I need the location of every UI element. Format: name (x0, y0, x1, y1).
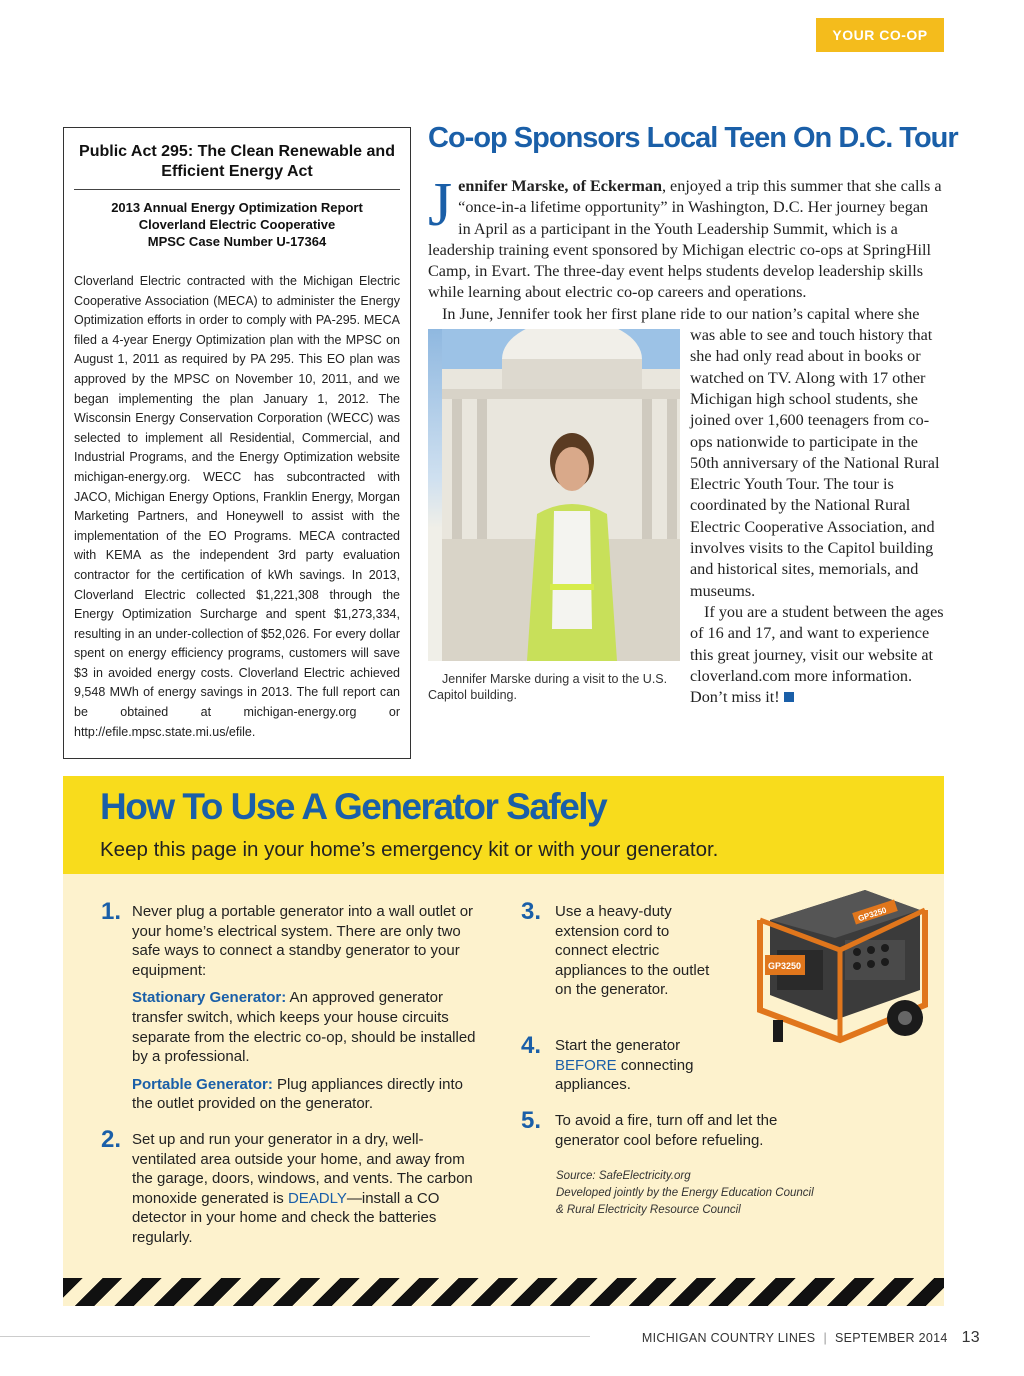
deadly-word: DEADLY (287, 1189, 347, 1207)
source-line-2: Developed jointly by the Energy Education Council (556, 1187, 814, 1199)
step-5: To avoid a fire, turn off and let the generator cool before refueling. (555, 1112, 778, 1149)
footer-separator: | (823, 1331, 827, 1345)
step-2 (132, 1130, 480, 1248)
article-body (428, 171, 944, 715)
generator-banner (63, 776, 944, 874)
source-note (556, 1168, 814, 1219)
article-p2-text: In June, Jennifer took her first plane ride to our nation’s capital where she was able to see and touch history (442, 304, 920, 345)
article-p3-text: If you are a student between the ages of 16 and 17, and want to experience this great journey, visit our website at cloverland.com more information. Don’t miss it! (690, 602, 944, 707)
generator-subtitle: Keep this page in your home’s emergency kit or with your generator. (100, 838, 719, 861)
portable-text: Plug appliances directly into the outlet provided on the generator. (132, 1075, 463, 1113)
step-2-number: 2. (101, 1126, 122, 1153)
portable-label: Portable Generator: (132, 1075, 273, 1093)
stationary-text: An approved generator transfer switch, which keeps your house circuits separate from the electric co-op, should be installed by a professional. (132, 989, 476, 1066)
sidebar-subtitle-report: 2013 Annual Energy Optimization Report (111, 200, 363, 215)
sidebar-subtitle-coop: Cloverland Electric Cooperative (138, 217, 336, 232)
generator-top-label: GP3250 (856, 905, 888, 924)
step-4-number: 4. (521, 1032, 542, 1059)
footer-date: SEPTEMBER 2014 (835, 1331, 948, 1345)
before-word: BEFORE (555, 1056, 617, 1074)
step-3: Use a heavy-duty extension cord to connect electric appliances to the outlet on the generator. (555, 903, 710, 999)
article-p2-wrap-text: that she had only read about in books or watched on TV. Along with 17 other Michigan high school students, she joined over 1,600 teenagers from co-ops nationwide to participate in the 50th anniversary of the National Rural Electric Youth Tour. The tour is coordinated by the National Rural Electric Cooperative Association, and involves visits to the Capitol building and historical sites, memorials, and museums. (690, 326, 940, 600)
section-tag: YOUR CO-OP (816, 18, 944, 52)
photo-caption: Jennifer Marske during a visit to the U.S. Capitol building. (428, 672, 668, 703)
footer-rule (0, 1336, 590, 1337)
generator-title: How To Use A Generator Safely (100, 786, 607, 827)
hazard-stripes (63, 1273, 944, 1306)
page-footer (642, 1329, 980, 1347)
article-p1-text: , enjoyed a trip this summer that she calls a “once-in-a lifetime opportunity” in Washington, D.C. Her journey began in April as a participant in the Youth Leadership Summit, which is a leadership training event sponsored by Michigan electric co-ops at SpringHill Camp, in Evart. The three-day event helps students develop leadership skills while learning about electric co-op careers and operations. (428, 177, 942, 302)
step-4-text-a: Start the generator (555, 1037, 681, 1054)
article-headline: Co-op Sponsors Local Teen On D.C. Tour (428, 122, 958, 154)
generator-illustration (745, 880, 930, 1058)
capitol-photo (428, 329, 680, 661)
step-2-text-a: Set up and run your generator in a dry, well-ventilated area outside your home, and away from the garage, doors, windows, and vents. The carbon monoxide generated is (132, 1131, 473, 1207)
drop-cap: J (428, 171, 453, 239)
capitol-photo-illustration (442, 329, 680, 661)
step-4 (555, 1036, 735, 1095)
step-4-text-b: connecting appliances. (555, 1056, 694, 1094)
step-1-text: Never plug a portable generator into a wall outlet or your home’s electrical system. There are only two safe ways to connect a standby generator to your equipment: (132, 903, 474, 979)
stationary-generator-note (132, 988, 484, 1066)
step-1-number: 1. (101, 898, 122, 925)
step-5-number: 5. (521, 1107, 542, 1134)
sidebar-subtitle-case: MPSC Case Number U-17364 (147, 234, 327, 249)
footer-magazine: MICHIGAN COUNTRY LINES (641, 1331, 816, 1345)
page-number: 13 (961, 1329, 980, 1346)
sidebar-body: Cloverland Electric contracted with the Michigan Electric Cooperative Association (MECA) to administer the Energy Optimization efforts in order to comply with PA-295. MECA filed a 4-year Energy Optimization plan with the MPSC on August 1, 2011 as required by PA 295. This EO plan was approved by the MPSC on November 10, 2011, and we began implementing the plan January 1, 2012. The Wisconsin Energy Conservation Corporation (WECC) was selected to implement all Residential, Commercial, and Industrial Programs, and the Energy Optimization website michigan-energy.org. WECC has subcontracted with JACO, Michigan Energy Options, Franklin Energy, Morgan Marketing Partners, and Honeywell to assist with the implementation of the EO Programs. MECA contracted with KEMA as the independent 3rd party evaluation contractor for the certification of kWh savings. In 2013, Cloverland Electric collected $1,221,308 through the Energy Optimization Surcharge and spent $1,273,334, resulting in an under-collection of $52,026. For every dollar spent on energy efficiency programs, customers will save $3 in avoided energy costs. Cloverland Electric achieved 9,548 MWh of energy savings in 2013. The full report can be obtained at michigan-energy.org or http://efile.mpsc.state.mi.us/efile. (74, 274, 400, 739)
sidebar-divider (74, 189, 400, 190)
step-2-text-b: —install a CO detector in your home and check the batteries regularly. (132, 1189, 440, 1246)
article-paragraph-1 (428, 171, 944, 304)
step-1 (132, 902, 484, 1114)
stationary-label: Stationary Generator: (132, 989, 287, 1007)
end-mark-icon (784, 692, 794, 702)
step-3-number: 3. (521, 898, 542, 925)
portable-generator-note (132, 1075, 484, 1114)
article-lead: ennifer Marske, of Eckerman (458, 177, 662, 195)
source-line-3: & Rural Electricity Resource Council (556, 1204, 741, 1216)
pa295-sidebar (63, 127, 411, 759)
sidebar-title: Public Act 295: The Clean Renewable and Efficient Energy Act (79, 143, 395, 180)
photo-figure (428, 329, 680, 715)
generator-side-label: GP3250 (768, 961, 802, 971)
source-line-1: Source: SafeElectricity.org (556, 1170, 691, 1182)
